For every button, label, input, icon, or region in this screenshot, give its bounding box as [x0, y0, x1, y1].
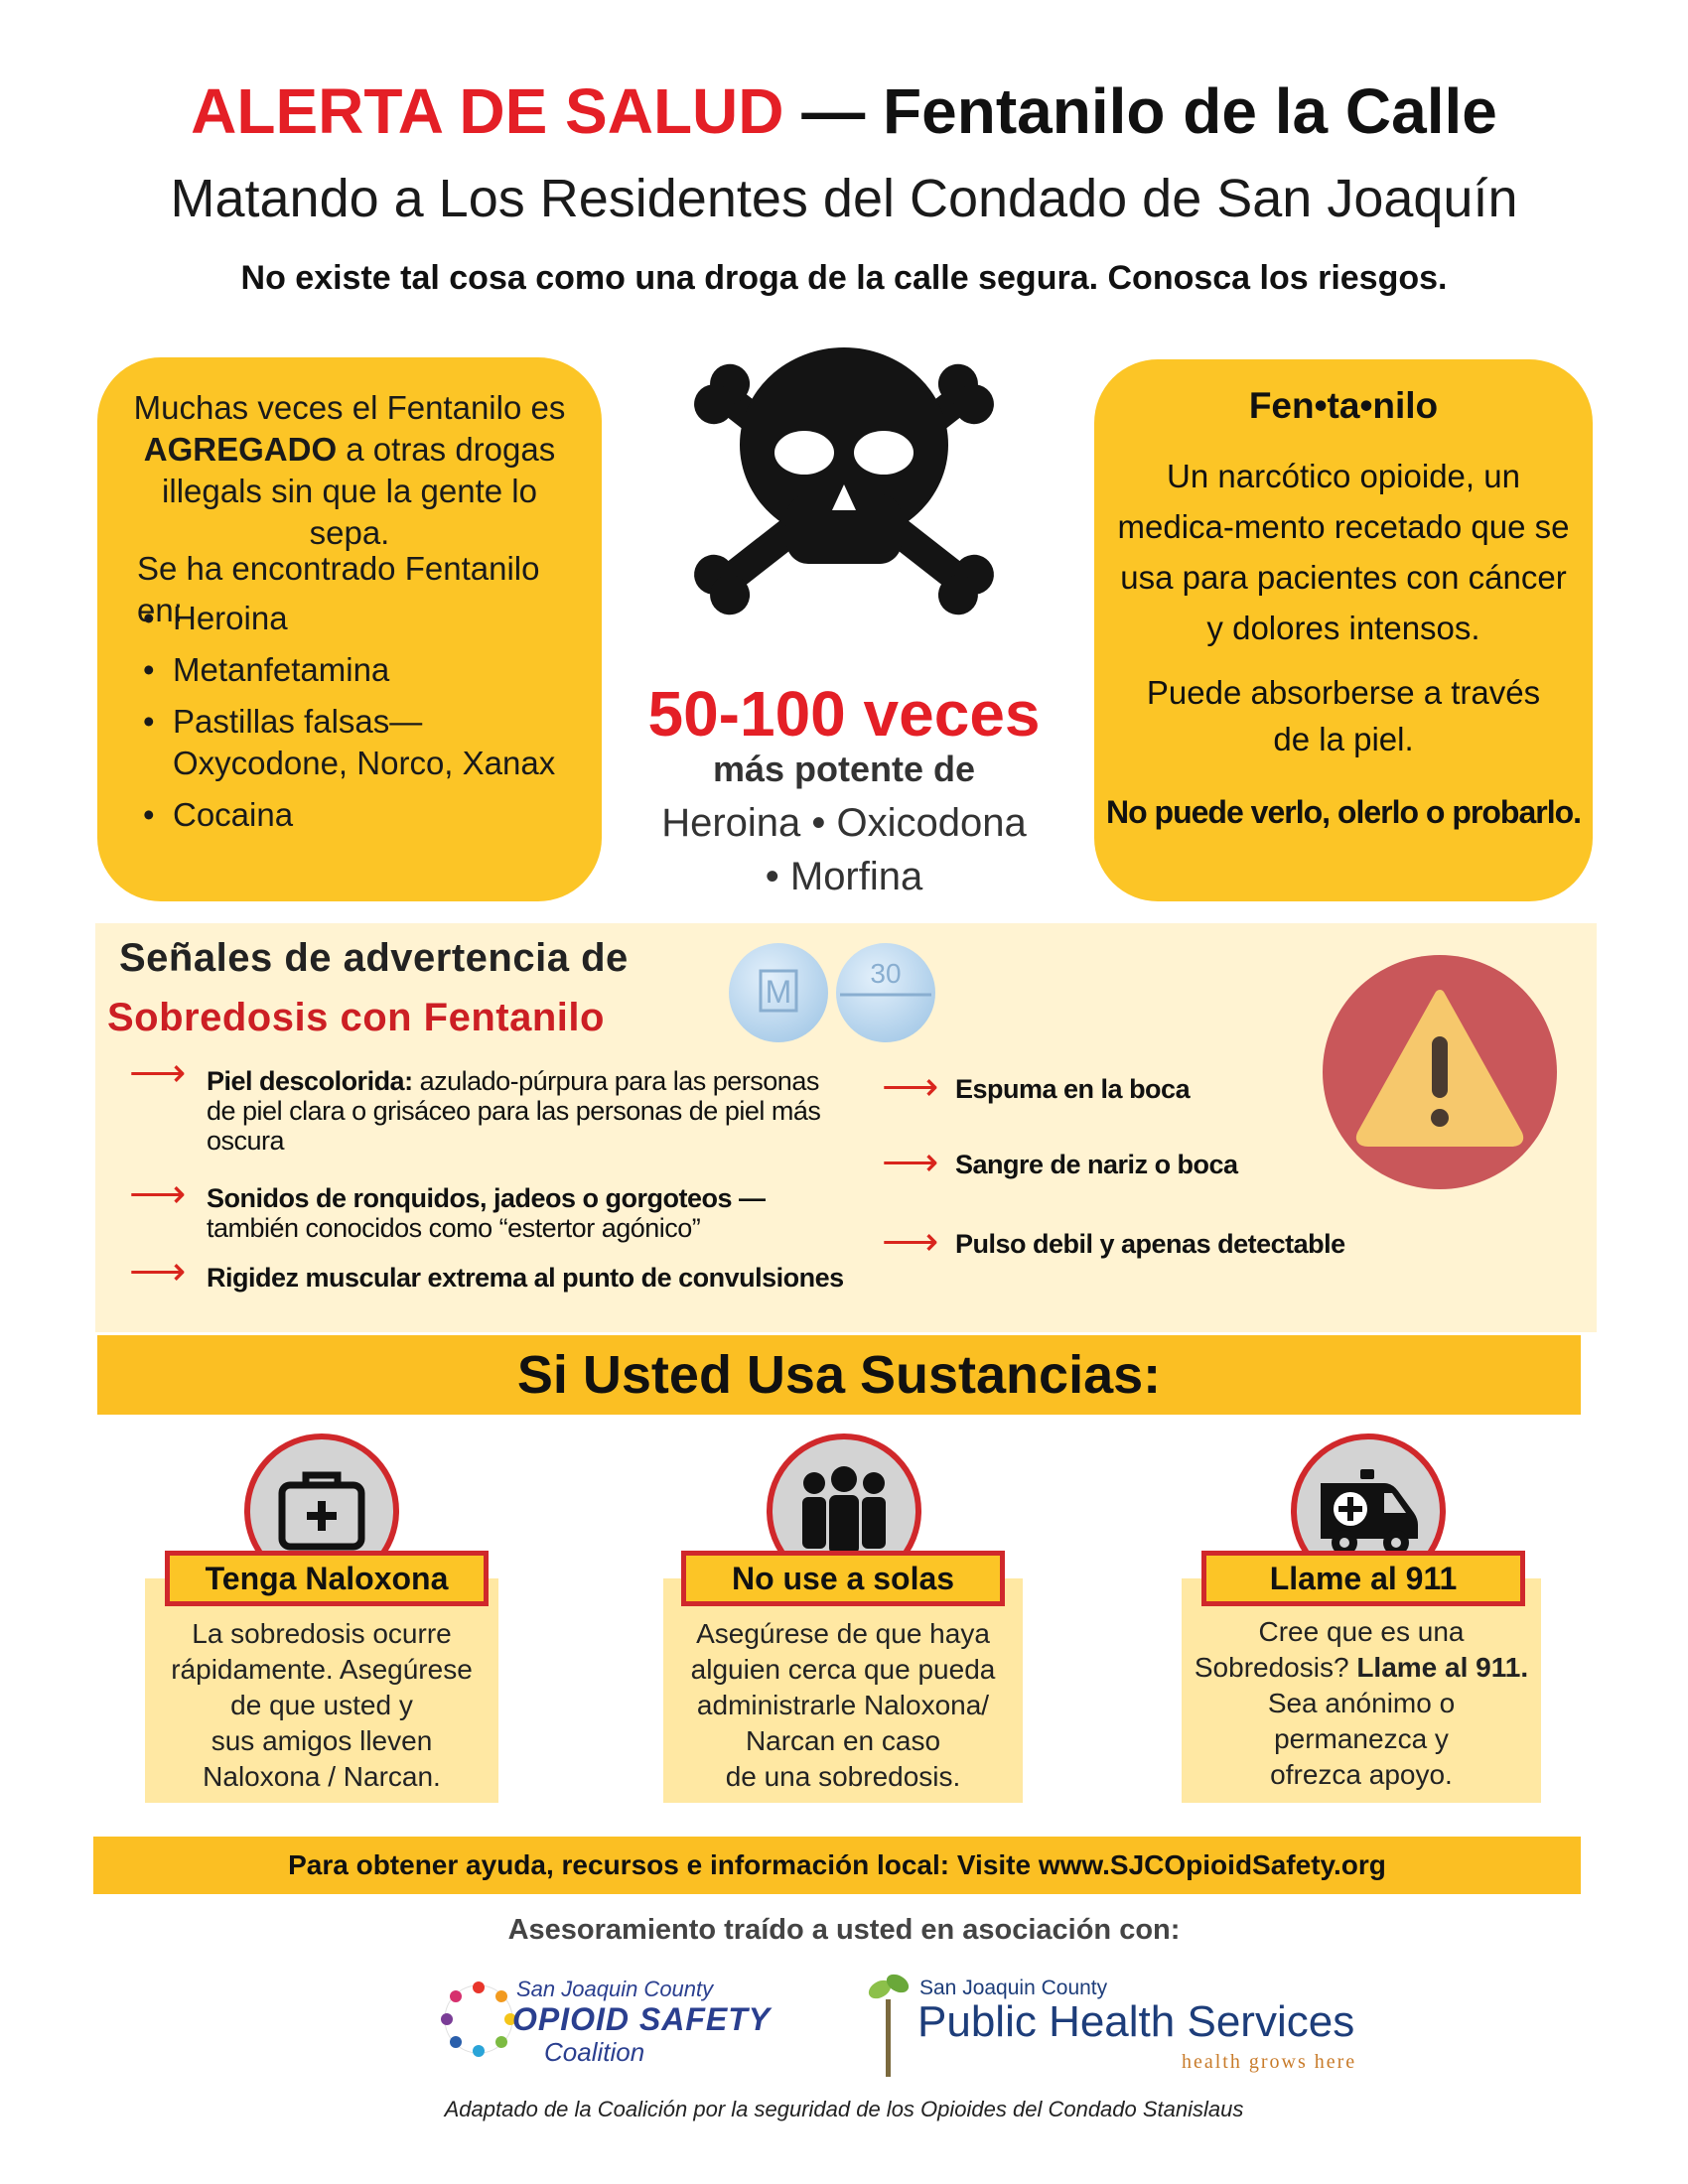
list-item: • Metanfetamina [133, 649, 580, 691]
sign-bold: Espuma en la boca [955, 1074, 1191, 1104]
potency-subtitle: más potente de [712, 749, 976, 789]
subtitle: Matando a Los Residentes del Condado de San Joaquín [170, 169, 1518, 228]
found-in-label: Se ha encontrado Fentanilo en: [137, 550, 540, 628]
arrow-right-icon: ⟶ [129, 1250, 187, 1294]
card-line-pre: Sobredosis? [1194, 1652, 1357, 1683]
list-item: • Heroina [133, 598, 580, 639]
sign-muscle-rigidity [207, 1263, 862, 1293]
card-line: permanezca y [1274, 1723, 1449, 1754]
logo1-line-1: San Joaquin County [516, 1977, 714, 2001]
help-resources-bar[interactable]: Para obtener ayuda, recursos e información local: Visite www.SJCOpioidSafety.org [93, 1837, 1581, 1894]
card-label-naloxone: Tenga Naloxona [165, 1551, 489, 1606]
pill-marking: M [765, 974, 792, 1010]
intro-post: a otras drogas illegals sin que la gente lo sepa. [162, 431, 556, 551]
title-alert: ALERTA DE SALUD [191, 75, 784, 147]
title-rest: — Fentanilo de la Calle [783, 75, 1497, 147]
card-line: Asegúrese de que haya [696, 1618, 990, 1649]
sign-snoring-sounds [207, 1183, 822, 1243]
substances-banner: Si Usted Usa Sustancias: [97, 1335, 1581, 1415]
tree-sprout-icon [866, 1970, 915, 2079]
intro-bold: AGREGADO [143, 431, 338, 468]
logo1-line-2: OPIOID SAFETY [512, 2001, 772, 2037]
sign-bold: Piel descolorida: [207, 1066, 413, 1096]
arrow-right-icon: ⟶ [882, 1220, 939, 1264]
list-item: • Cocaina [133, 794, 580, 836]
card-line: La sobredosis ocurre [192, 1618, 452, 1649]
card-line: Sea anónimo o [1267, 1688, 1456, 1718]
logo2-line-1: San Joaquin County [919, 1977, 1108, 1999]
sign-bold: Pulso debil y apenas detectable [955, 1229, 1345, 1259]
right-info-panel [1094, 359, 1593, 901]
card-line: sus amigos lleven [211, 1725, 433, 1756]
sign-bold: Rigidez muscular extrema al punto de convulsiones [207, 1263, 844, 1293]
sign-foam-mouth [955, 1074, 1452, 1104]
undetectable-warning: No puede verlo, olerlo o probarlo. [1105, 794, 1582, 830]
logo1-line-3: Coalition [544, 2037, 645, 2067]
card-text-naloxone [145, 1616, 498, 1795]
card-line: rápidamente. Asegúrese [171, 1654, 473, 1685]
partners-label: Asesoramiento traído a usted en asociación con: [507, 1914, 1181, 1946]
found-in-list [133, 598, 580, 846]
signs-title-line-2: Sobredosis con Fentanilo [107, 996, 605, 1039]
card-label-call-911: Llame al 911 [1201, 1551, 1525, 1606]
arrow-right-icon: ⟶ [882, 1065, 939, 1109]
card-line: administrarle Naloxona/ [696, 1690, 990, 1720]
sign-bold: Sangre de nariz o boca [955, 1150, 1238, 1179]
sign-text: azulado-púrpura para las personas de piel clara o grisáceo para las personas de piel más oscura [207, 1066, 821, 1156]
sign-discolored-skin [207, 1066, 822, 1156]
fentanyl-description: Un narcótico opioide, un medica-mento recetado que se usa para pacientes con cáncer y dolores intensos. [1117, 458, 1570, 646]
skull-crossbones-icon [675, 326, 1013, 643]
card-text-call-911 [1182, 1614, 1541, 1793]
signs-title-line-1: Señales de advertencia de [119, 936, 629, 980]
left-info-panel [97, 357, 602, 901]
pill-marking: 30 [870, 958, 902, 989]
adapted-note: Adaptado de la Coalición por la seguridad de los Opioides del Condado Stanislaus [444, 2097, 1244, 2121]
left-panel-intro [127, 387, 572, 554]
potency-headline: 50-100 veces [647, 678, 1041, 750]
logo2-line-3: health grows here [1182, 2051, 1357, 2073]
drugs-line-2: • Morfina [765, 855, 923, 898]
pills-icon [723, 937, 941, 1048]
fentanyl-heading: Fen•ta•nilo [1248, 385, 1439, 426]
intro-pre: Muchas veces el Fentanilo es [133, 389, 566, 426]
sign-nose-bleed [955, 1150, 1452, 1179]
card-label-not-alone: No use a solas [681, 1551, 1005, 1606]
sign-weak-pulse [955, 1229, 1511, 1259]
arrow-right-icon: ⟶ [129, 1051, 187, 1095]
tagline: No existe tal cosa como una droga de la calle segura. Conosca los riesgos. [240, 259, 1448, 297]
page-title [0, 71, 1688, 151]
card-line: alguien cerca que pueda [690, 1654, 996, 1685]
card-line: Narcan en caso [745, 1725, 941, 1756]
list-item: • Pastillas falsas—Oxycodone, Norco, Xanax [133, 701, 580, 784]
card-text-not-alone [663, 1616, 1023, 1795]
card-line-bold: Llame al 911. [1356, 1652, 1529, 1683]
arrow-right-icon: ⟶ [129, 1172, 187, 1216]
sign-text: también conocidos como “estertor agónico” [207, 1213, 701, 1243]
arrow-right-icon: ⟶ [882, 1141, 939, 1184]
card-line: de una sobredosis. [725, 1761, 961, 1792]
drugs-line-1: Heroina • Oxicodona [661, 801, 1027, 845]
potency-drugs [596, 796, 1092, 903]
sign-bold: Sonidos de ronquidos, jadeos o gorgoteos — [207, 1183, 766, 1213]
card-line: Cree que es una [1258, 1616, 1465, 1647]
absorb-note: Puede absorberse a través de la piel. [1146, 674, 1541, 757]
card-line: de que usted y [230, 1690, 413, 1720]
card-line [1182, 1650, 1541, 1686]
card-line: Naloxona / Narcan. [203, 1761, 441, 1792]
logo2-line-2: Public Health Services [917, 1997, 1355, 2046]
card-line: ofrezca apoyo. [1270, 1759, 1453, 1790]
